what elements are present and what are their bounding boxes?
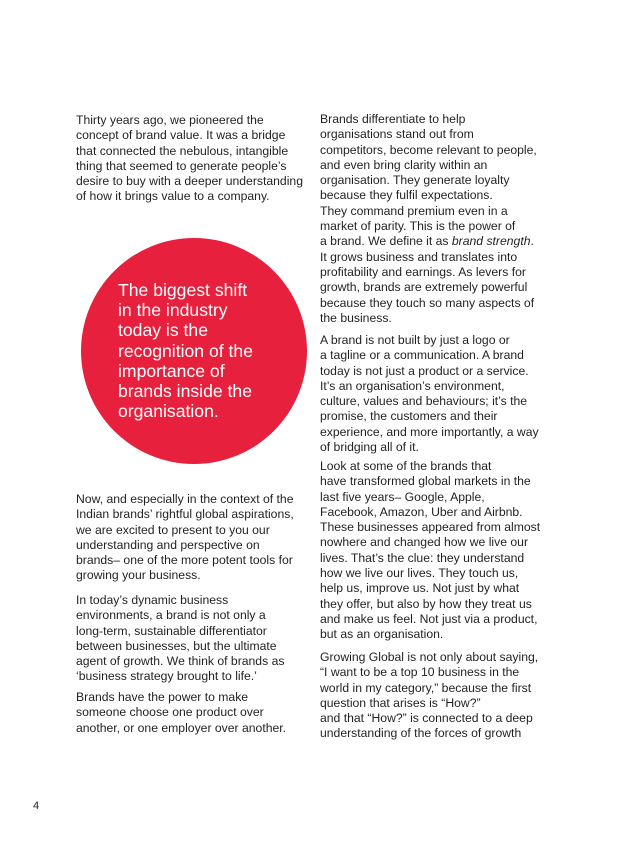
text-line: between businesses, but the ultimate xyxy=(76,638,277,653)
text-line: last five years– Google, Apple, xyxy=(320,489,485,504)
text-line: They command premium even in a xyxy=(320,203,508,218)
emphasis: brand strength xyxy=(451,234,531,249)
text-line: brands inside the xyxy=(118,381,252,402)
text-line: understanding of the forces of growth xyxy=(320,726,522,741)
text-line: lives. That’s the clue: they understand xyxy=(320,550,525,565)
text-line: A brand is not built by just a logo or xyxy=(320,333,510,347)
text-line: growth, brands are extremely powerful xyxy=(320,280,528,295)
text-line: importance of xyxy=(118,360,225,381)
text-line: Brands differentiate to help xyxy=(320,112,466,126)
text-line: how we live our lives. They touch us, xyxy=(320,566,519,581)
text-line: agent of growth. We think of brands as xyxy=(76,654,285,669)
intro-paragraph xyxy=(76,113,303,205)
text-line: the business. xyxy=(320,310,392,325)
text-line: Brands have the power to make xyxy=(76,690,249,704)
text-line: in the industry xyxy=(118,300,228,321)
text-line: recognition of the xyxy=(118,340,253,361)
body-paragraph xyxy=(320,112,537,326)
body-paragraph xyxy=(320,459,540,643)
text-line: another, or one employer over another. xyxy=(76,720,287,735)
text-line: have transformed global markets in the xyxy=(320,474,531,489)
text-line: market of parity. This is the power of xyxy=(320,219,516,234)
text-line: and make us feel. Not just via a product, xyxy=(320,611,538,626)
text-line: Indian brands’ rightful global aspirations, xyxy=(76,507,294,522)
text-line: desire to buy with a deeper understanding xyxy=(76,174,303,189)
text-line: Look at some of the brands that xyxy=(320,459,492,473)
text-line: “I want to be a top 10 business in the xyxy=(320,665,520,680)
text-line: ‘business strategy brought to life.’ xyxy=(76,669,257,684)
text-line: question that arises is “How?” xyxy=(320,695,481,710)
text-line: and even bring clarity within an xyxy=(320,157,488,172)
text-line: growing your business. xyxy=(76,568,201,583)
text-line: but as an organisation. xyxy=(320,627,444,642)
page-number: 4 xyxy=(33,800,40,812)
text-line: of how it brings value to a company. xyxy=(76,189,270,204)
text-line: because they fulfil expectations. xyxy=(320,188,493,203)
text-line: concept of brand value. It was a bridge xyxy=(76,128,286,143)
text-line: today is the xyxy=(118,320,208,341)
text-line: organisation. They generate loyalty xyxy=(320,173,510,188)
text-line: organisations stand out from xyxy=(320,127,474,142)
text-line: a brand. We define it as brand strength. xyxy=(320,234,534,249)
pull-quote xyxy=(118,280,253,421)
text-line: they offer, but also by how they treat us xyxy=(320,596,532,611)
body-paragraph xyxy=(320,333,539,455)
text-line: environments, a brand is not only a xyxy=(76,608,266,623)
text-line: because they touch so many aspects of xyxy=(320,295,535,310)
text-line: and that “How?” is connected to a deep xyxy=(320,711,533,726)
body-paragraph xyxy=(76,690,286,736)
text-line: Now, and especially in the context of the xyxy=(76,492,294,506)
text-line: culture, values and behaviours; it’s the xyxy=(320,394,528,409)
text-line: nowhere and changed how we live our xyxy=(320,535,529,550)
text-line: In today’s dynamic business xyxy=(76,593,229,607)
text-line: competitors, become relevant to people, xyxy=(320,142,537,157)
body-paragraph xyxy=(76,492,294,584)
text-line: we are excited to present to you our xyxy=(76,522,270,537)
text-line: world in my category,” because the first xyxy=(320,680,532,695)
text-line: understanding and perspective on xyxy=(76,537,260,552)
text-line: Growing Global is not only about saying, xyxy=(320,650,539,664)
text-line: today is not just a product or a service. xyxy=(320,363,529,378)
text-line: help us, improve us. Not just by what xyxy=(320,581,520,596)
body-paragraph xyxy=(320,650,538,742)
text-line: Thirty years ago, we pioneered the xyxy=(76,113,264,127)
text-line: Facebook, Amazon, Uber and Airbnb. xyxy=(320,504,523,519)
text-line: profitability and earnings. As levers for xyxy=(320,264,526,279)
text-line: organisation. xyxy=(118,401,219,422)
text-line: a tagline or a communication. A brand xyxy=(320,348,524,363)
text-line: brands– one of the more potent tools for xyxy=(76,553,293,568)
body-paragraph xyxy=(76,593,284,685)
text-line: It’s an organisation’s environment, xyxy=(320,378,505,393)
text-line: that connected the nebulous, intangible xyxy=(76,143,289,158)
text-line: promise, the customers and their xyxy=(320,409,498,424)
text-line: These businesses appeared from almost xyxy=(320,520,541,535)
text-line: experience, and more importantly, a way xyxy=(320,424,539,439)
text-line: thing that seemed to generate people’s xyxy=(76,158,287,173)
text-line: someone choose one product over xyxy=(76,705,264,720)
text-line: of bridging all of it. xyxy=(320,440,419,455)
text-line: long-term, sustainable differentiator xyxy=(76,623,267,638)
text-line: The biggest shift xyxy=(118,280,248,300)
text-line: It grows business and translates into xyxy=(320,249,518,264)
